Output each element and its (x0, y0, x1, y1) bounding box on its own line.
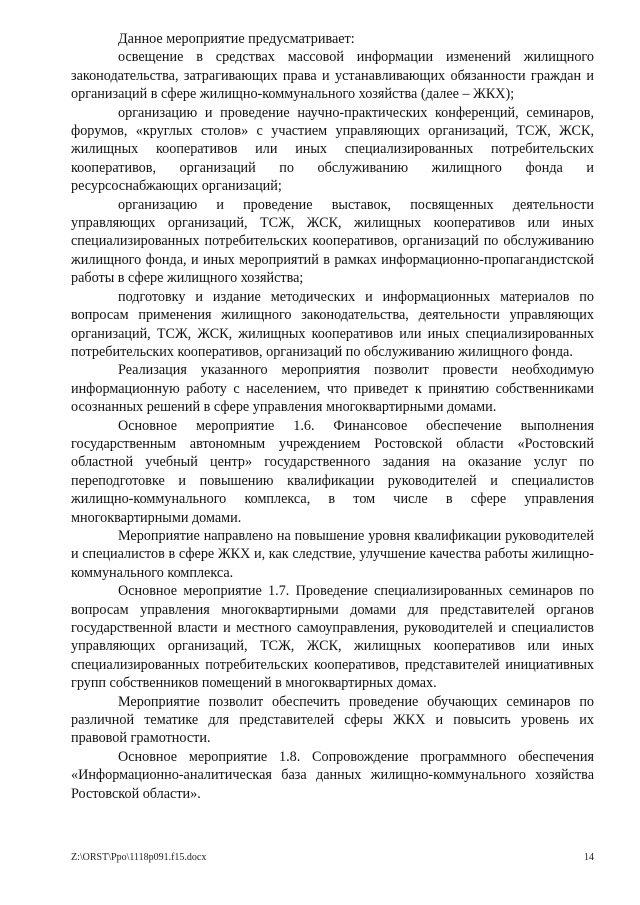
paragraph-media-coverage: освещение в средствах массовой информации изменений жилищного законодательства, затрагивающих права и устанавливающих обязанности граждан и организаций в сфере жилищно-коммунального хозяйства (далее – ЖКХ); (71, 49, 594, 103)
file-path: Z:\ORST\Ppo\1118p091.f15.docx (71, 852, 207, 863)
paragraph-measure-1-8: Основное мероприятие 1.8. Сопровождение программного обеспечения «Информационно-аналитическая база данных жилищно-коммунального хозяйства Ростовской области». (71, 748, 594, 802)
page-number: 14 (584, 852, 594, 863)
paragraph-intro: Данное мероприятие предусматривает: (118, 31, 355, 47)
paragraph-measure-1-7: Основное мероприятие 1.7. Проведение специализированных семинаров по вопросам управления многоквартирными домами для представителей органов государственной власти и местного самоуправления, руководителей и специалистов управляющих организаций, ТСЖ, ЖСК, жилищных кооперативов или иных специализированных потребительских кооперативов, представителей инициативных групп собственников помещений в многоквартирных домах. (71, 583, 594, 692)
paragraph-qualification: Мероприятие направлено на повышение уровня квалификации руководителей и специалистов в сфере ЖКХ и, как следствие, улучшение качества работы жилищно-коммунального комплекса. (71, 527, 594, 581)
paragraph-exhibitions: организацию и проведение выставок, посвященных деятельности управляющих организаций, ТСЖ, ЖСК, жилищных кооперативов или иных специализированных потребительских кооперативов, организаций по обслуживанию жилищного фонда, и иных мероприятий в рамках информационно-пропагандистской работы в сфере жилищного хозяйства; (71, 196, 594, 287)
paragraph-conferences: организацию и проведение научно-практических конференций, семинаров, форумов, «круглых столов» с участием управляющих организаций, ТСЖ, ЖСК, жилищных кооперативов или иных специализированных потребительских кооперативов, организаций по обслуживанию жилищного фонда и ресурсоснабжающих организаций; (71, 104, 594, 195)
paragraph-seminars: Мероприятие позволит обеспечить проведение обучающих семинаров по различной тематике для представителей сферы ЖКХ и повысить уровень их правовой грамотности. (71, 693, 594, 747)
paragraph-measure-1-6: Основное мероприятие 1.6. Финансовое обеспечение выполнения государственным автономным учреждением Ростовской области «Ростовский областной учебный центр» государственного задания на оказание услуг по переподготовке и повышению квалификации руководителей и специалистов жилищно-коммунального комплекса, в том числе в сфере управления многоквартирными домами. (71, 417, 594, 526)
paragraph-publications: подготовку и издание методических и информационных материалов по вопросам применения жилищного законодательства, деятельности управляющих организаций, ТСЖ, ЖСК, жилищных кооперативов или иных специализированных потребительских кооперативов, организаций по обслуживанию жилищного фонда. (71, 288, 594, 360)
document-body (71, 30, 594, 803)
paragraph-implementation: Реализация указанного мероприятия позволит провести необходимую информационную работу с населением, что приведет к принятию собственниками осознанных решений в сфере управления многоквартирными домами. (71, 362, 594, 416)
